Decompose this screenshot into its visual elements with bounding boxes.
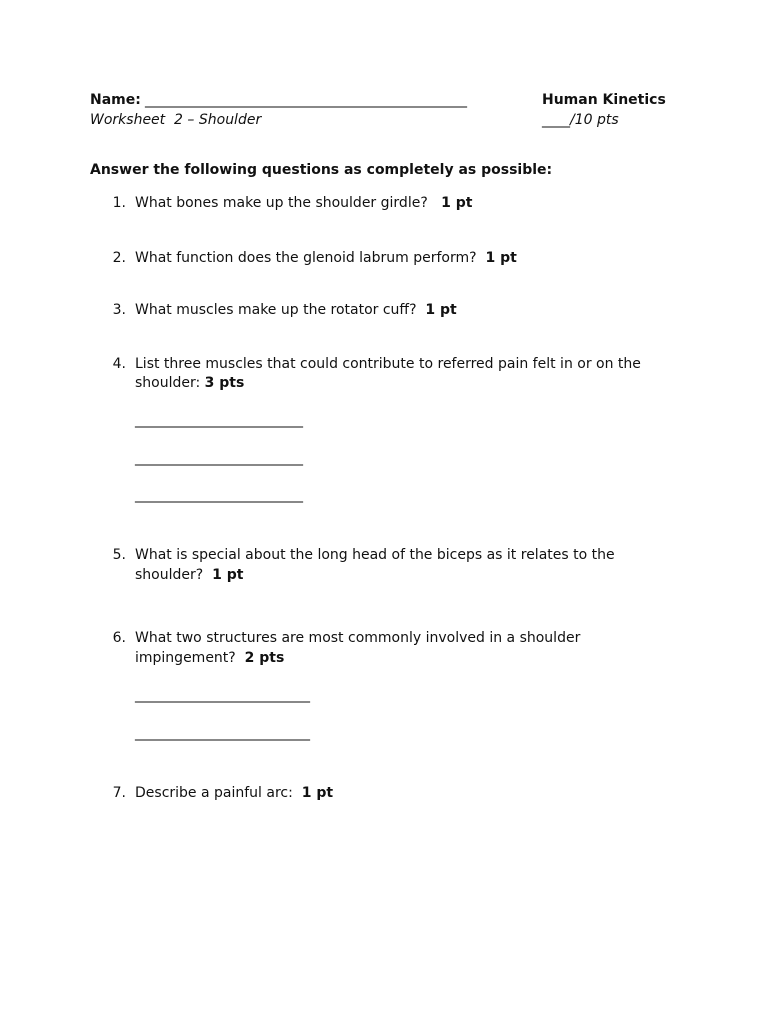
score-field: ____/10 pts: [542, 112, 619, 128]
question-prompt: What bones make up the shoulder girdle?: [135, 195, 442, 211]
question-text-line2: [135, 650, 284, 666]
question-number: 6.: [112, 630, 126, 646]
question-number: 7.: [112, 785, 126, 801]
answer-blank: ________________________: [135, 487, 303, 503]
question-text: [135, 250, 517, 266]
question-points: 1 pt: [425, 302, 457, 318]
question-points: 1 pt: [485, 250, 517, 266]
question-points: 2 pts: [244, 650, 285, 666]
question-number: 1.: [112, 195, 126, 211]
question-points: 1 pt: [212, 567, 244, 583]
worksheet-title: Worksheet 2 – Shoulder: [90, 112, 262, 128]
answer-blank: ________________________: [135, 412, 303, 428]
course-title: Human Kinetics: [542, 92, 666, 108]
answer-blank: _________________________: [135, 687, 310, 703]
question-points: 1 pt: [441, 195, 473, 211]
question-number: 2.: [112, 250, 126, 266]
question-prompt: What function does the glenoid labrum perform?: [135, 250, 486, 266]
question-text: [135, 302, 457, 318]
question-number: 3.: [112, 302, 126, 318]
question-text: What two structures are most commonly involved in a shoulder: [135, 630, 581, 646]
question-prompt: impingement?: [135, 650, 245, 666]
question-prompt: Describe a painful arc:: [135, 785, 302, 801]
question-number: 4.: [112, 356, 126, 372]
question-points: 1 pt: [301, 785, 334, 801]
name-label: Name:: [90, 92, 141, 108]
question-text: [135, 785, 333, 801]
question-text-line2: [135, 567, 243, 583]
name-blank-line: ______________________________________________: [145, 92, 467, 108]
question-prompt: shoulder:: [135, 375, 205, 391]
question-prompt: What muscles make up the rotator cuff?: [135, 302, 426, 318]
question-text: [135, 195, 472, 211]
instructions: Answer the following questions as completely as possible:: [90, 162, 553, 178]
question-prompt: shoulder?: [135, 567, 213, 583]
question-text: List three muscles that could contribute to referred pain felt in or on the: [135, 356, 641, 372]
answer-blank: ________________________: [135, 450, 303, 466]
answer-blank: _________________________: [135, 725, 310, 741]
question-text-line2: [135, 375, 244, 391]
question-number: 5.: [112, 547, 126, 563]
question-text: What is special about the long head of the biceps as it relates to the: [135, 547, 615, 563]
question-points: 3 pts: [204, 375, 245, 391]
